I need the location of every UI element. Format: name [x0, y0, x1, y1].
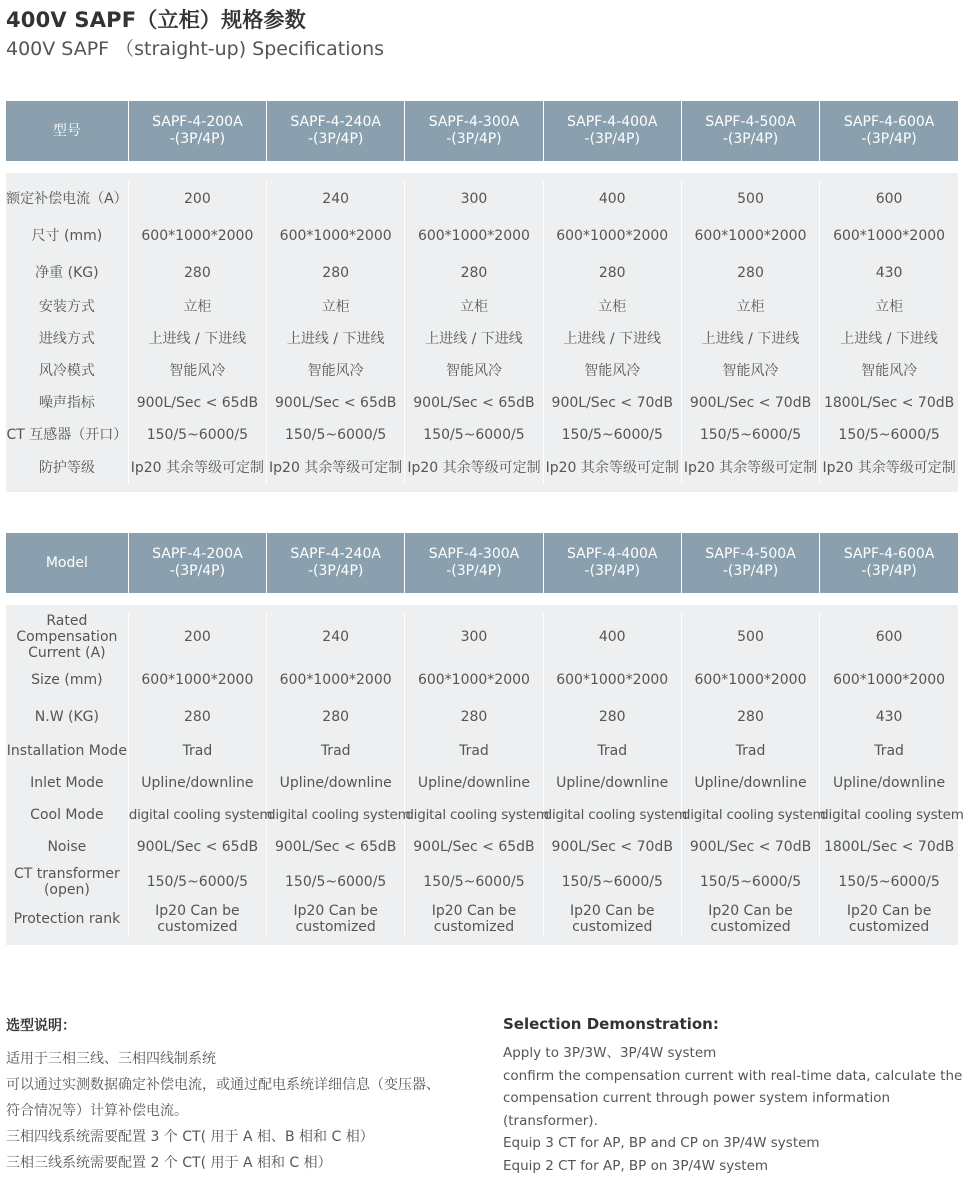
table-cell: 立柜	[681, 291, 819, 323]
table-cell: 400	[543, 181, 681, 217]
table-cell: 900L/Sec < 70dB	[543, 387, 681, 419]
selection-line: 可以通过实测数据确定补偿电流，或通过配电系统详细信息（变压器、	[6, 1077, 440, 1093]
table-cell: Ip20 Can be customized	[820, 901, 958, 937]
table-cell: 900L/Sec < 65dB	[128, 387, 266, 419]
table-cell: 280	[405, 698, 543, 735]
table-cell: 280	[128, 254, 266, 291]
table-cell: 立柜	[128, 291, 266, 323]
table-cell: 900L/Sec < 65dB	[128, 831, 266, 863]
model-name: SAPF-4-500A	[705, 546, 796, 562]
table-cell: 智能风冷	[820, 355, 958, 387]
row-label: Installation Mode	[6, 743, 127, 759]
table-cell: 300	[405, 613, 543, 661]
row-label: 防护等级	[38, 459, 95, 476]
table-cell: 300	[405, 181, 543, 217]
table-cell: 280	[543, 698, 681, 735]
table-cell: 200	[128, 613, 266, 661]
selection-line: Equip 2 CT for AP, BP on 3P/4W system	[503, 1157, 769, 1174]
table-body	[6, 593, 964, 945]
spec-table-cn	[6, 101, 958, 492]
table-cell: Trad	[267, 735, 405, 767]
table-cell: digital cooling system	[820, 799, 958, 831]
table-cell: Ip20 Can be customized	[681, 901, 819, 937]
table-header-row	[6, 101, 958, 161]
table-cell: 1800L/Sec < 70dB	[820, 387, 958, 419]
model-column-header	[267, 533, 405, 593]
table-cell: 240	[267, 181, 405, 217]
table-row	[6, 355, 958, 387]
selection-line: 三相三线系统需要配置 2 个 CT( 用于 A 相和 C 相）	[6, 1155, 332, 1171]
table-cell: 900L/Sec < 70dB	[543, 831, 681, 863]
row-label: 风冷模式	[38, 363, 95, 379]
model-column-header	[267, 101, 405, 161]
table-cell: 150/5~6000/5	[681, 863, 819, 901]
table-row	[6, 698, 958, 735]
table-cell: 500	[681, 613, 819, 661]
table-cell: 智能风冷	[267, 355, 405, 387]
table-cell: 240	[267, 613, 405, 661]
row-label: 噪声指标	[38, 395, 95, 411]
table-cell: 430	[820, 698, 958, 735]
table-header-row	[6, 533, 958, 593]
selection-line: confirm the compensation current with real-time data, calculate the	[503, 1067, 963, 1084]
model-suffix: -(3P/4P)	[722, 563, 779, 579]
table-cell: 上进线 / 下进线	[267, 323, 405, 355]
table-cell: 500	[681, 181, 819, 217]
table-cell: 280	[543, 254, 681, 291]
selection-heading-cn: 选型说明：	[6, 1018, 76, 1034]
model-name: SAPF-4-600A	[843, 114, 935, 130]
table-cell: 150/5~6000/5	[128, 419, 266, 451]
table-cell: 150/5~6000/5	[820, 863, 958, 901]
table-cell: Upline/downline	[267, 767, 405, 799]
table-cell: 280	[681, 698, 819, 735]
table-row	[6, 613, 958, 661]
model-name: SAPF-4-500A	[705, 114, 796, 130]
model-column-header	[128, 101, 266, 161]
table-row	[6, 291, 958, 323]
table-cell: digital cooling system	[405, 799, 543, 831]
table-cell: 立柜	[267, 291, 405, 323]
model-suffix: -(3P/4P)	[169, 563, 226, 579]
table-cell: Ip20 其余等级可定制	[128, 451, 266, 484]
table-cell: 430	[820, 254, 958, 291]
row-label: Size (mm)	[31, 671, 103, 688]
model-name: SAPF-4-400A	[566, 546, 658, 562]
model-suffix: -(3P/4P)	[446, 131, 502, 147]
model-name: SAPF-4-400A	[566, 114, 658, 130]
table-cell: 150/5~6000/5	[128, 863, 266, 901]
table-cell: 600	[820, 181, 958, 217]
row-label: 安装方式	[38, 299, 95, 315]
model-column-header	[820, 533, 958, 593]
spec-table-en	[6, 533, 964, 945]
table-row	[6, 323, 958, 355]
table-cell: Trad	[820, 735, 958, 767]
table-cell: 900L/Sec < 70dB	[681, 831, 819, 863]
table-row	[6, 799, 958, 831]
table-cell: 600*1000*2000	[267, 661, 405, 698]
model-name: SAPF-4-600A	[843, 546, 935, 562]
model-header: 型号	[6, 101, 128, 161]
selection-notes-en	[503, 1015, 973, 1177]
model-name: SAPF-4-300A	[428, 114, 520, 130]
table-cell: 150/5~6000/5	[405, 419, 543, 451]
table-cell: 600*1000*2000	[820, 661, 958, 698]
table-cell: Upline/downline	[405, 767, 543, 799]
table-cell: 上进线 / 下进线	[681, 323, 819, 355]
model-column-header	[405, 101, 543, 161]
table-cell: 智能风冷	[405, 355, 543, 387]
table-row	[6, 831, 958, 863]
table-cell: 150/5~6000/5	[267, 863, 405, 901]
table-row	[6, 661, 958, 698]
table-row	[6, 254, 958, 291]
model-name: SAPF-4-200A	[152, 114, 243, 130]
table-cell: Trad	[405, 735, 543, 767]
model-suffix: -(3P/4P)	[307, 131, 364, 147]
table-cell: 150/5~6000/5	[681, 419, 819, 451]
table-cell: 上进线 / 下进线	[543, 323, 681, 355]
model-column-header	[681, 533, 819, 593]
row-label: Noise	[47, 839, 87, 855]
table-cell: 200	[128, 181, 266, 217]
table-cell: 600*1000*2000	[405, 217, 543, 254]
selection-heading-en: Selection Demonstration:	[503, 1015, 719, 1033]
table-row	[6, 767, 958, 799]
table-cell: digital cooling system	[543, 799, 681, 831]
table-row	[6, 217, 958, 254]
table-cell: Ip20 Can be customized	[267, 901, 405, 937]
table-cell: 600	[820, 613, 958, 661]
model-suffix: -(3P/4P)	[722, 131, 779, 147]
table-cell: Trad	[543, 735, 681, 767]
table-cell: 900L/Sec < 65dB	[267, 831, 405, 863]
table-cell: digital cooling system	[128, 799, 266, 831]
row-label: CT transformer (open)	[13, 866, 120, 898]
table-cell: 400	[543, 613, 681, 661]
table-cell: Ip20 其余等级可定制	[405, 451, 543, 484]
table-cell: 280	[267, 698, 405, 735]
row-label: CT 互感器（开口）	[6, 427, 128, 443]
model-suffix: -(3P/4P)	[584, 563, 640, 579]
table-cell: 智能风冷	[681, 355, 819, 387]
table-cell: Ip20 其余等级可定制	[820, 451, 958, 484]
table-row	[6, 387, 958, 419]
table-cell: Upline/downline	[681, 767, 819, 799]
model-suffix: -(3P/4P)	[307, 563, 364, 579]
table-cell: Ip20 Can be customized	[543, 901, 681, 937]
table-row	[6, 451, 958, 484]
table-body	[6, 161, 958, 492]
table-cell: 600*1000*2000	[681, 661, 819, 698]
table-cell: Trad	[681, 735, 819, 767]
model-column-header	[405, 533, 543, 593]
table-cell: 600*1000*2000	[405, 661, 543, 698]
model-suffix: -(3P/4P)	[861, 563, 917, 579]
page-title-cn: 400V SAPF（立柜）规格参数	[6, 8, 306, 32]
selection-line: Equip 3 CT for AP, BP and CP on 3P/4W system	[503, 1135, 820, 1151]
model-column-header	[820, 101, 958, 161]
model-name: SAPF-4-200A	[152, 546, 243, 562]
table-cell: 280	[128, 698, 266, 735]
table-cell: 上进线 / 下进线	[820, 323, 958, 355]
model-suffix: -(3P/4P)	[584, 131, 640, 147]
model-header: Model	[6, 533, 128, 593]
model-suffix: -(3P/4P)	[861, 131, 917, 147]
model-suffix: -(3P/4P)	[169, 131, 226, 147]
table-cell: Upline/downline	[820, 767, 958, 799]
table-cell: 900L/Sec < 65dB	[405, 831, 543, 863]
table-cell: 150/5~6000/5	[543, 419, 681, 451]
table-row	[6, 901, 958, 937]
table-cell: Upline/downline	[543, 767, 681, 799]
table-cell: 600*1000*2000	[820, 217, 958, 254]
table-cell: 600*1000*2000	[681, 217, 819, 254]
table-cell: 280	[267, 254, 405, 291]
row-label: 进线方式	[38, 331, 95, 347]
table-row	[6, 863, 958, 901]
table-cell: 600*1000*2000	[267, 217, 405, 254]
table-cell: 600*1000*2000	[543, 217, 681, 254]
table-cell: 600*1000*2000	[128, 217, 266, 254]
row-label: Cool Mode	[30, 807, 104, 823]
selection-notes-cn	[6, 1015, 476, 1176]
selection-line: 符合情况等）计算补偿电流。	[6, 1103, 188, 1119]
table-cell: 立柜	[543, 291, 681, 323]
table-cell: 900L/Sec < 70dB	[681, 387, 819, 419]
row-label: 尺寸 (mm)	[31, 227, 103, 244]
table-cell: digital cooling system	[267, 799, 405, 831]
table-cell: 280	[681, 254, 819, 291]
table-row	[6, 419, 958, 451]
row-label: Inlet Mode	[30, 775, 104, 791]
table-cell: 150/5~6000/5	[820, 419, 958, 451]
table-cell: Trad	[128, 735, 266, 767]
table-cell: digital cooling system	[681, 799, 819, 831]
table-cell: Ip20 其余等级可定制	[267, 451, 405, 484]
selection-line: 适用于三相三线、三相四线制系统	[6, 1051, 216, 1067]
row-label: 净重 (KG)	[35, 264, 99, 281]
table-cell: 智能风冷	[543, 355, 681, 387]
page-title-en: 400V SAPF （straight-up) Specifications	[6, 38, 385, 60]
model-column-header	[543, 101, 681, 161]
table-cell: 150/5~6000/5	[543, 863, 681, 901]
selection-line: Apply to 3P/3W、3P/4W system	[503, 1045, 717, 1061]
selection-line: 三相四线系统需要配置 3 个 CT( 用于 A 相、B 相和 C 相）	[6, 1129, 374, 1145]
table-cell: Ip20 Can be customized	[128, 901, 266, 937]
table-cell: 智能风冷	[128, 355, 266, 387]
table-cell: 立柜	[405, 291, 543, 323]
model-name: SAPF-4-240A	[290, 546, 381, 562]
model-column-header	[681, 101, 819, 161]
row-label: Protection rank	[13, 911, 121, 927]
model-name: SAPF-4-300A	[428, 546, 520, 562]
table-cell: 900L/Sec < 65dB	[267, 387, 405, 419]
row-label: 额定补偿电流（A）	[6, 191, 128, 207]
table-row	[6, 735, 958, 767]
model-column-header	[128, 533, 266, 593]
model-suffix: -(3P/4P)	[446, 563, 502, 579]
table-cell: 150/5~6000/5	[267, 419, 405, 451]
table-cell: 900L/Sec < 65dB	[405, 387, 543, 419]
table-cell: 280	[405, 254, 543, 291]
table-cell: Ip20 其余等级可定制	[681, 451, 819, 484]
table-cell: 600*1000*2000	[128, 661, 266, 698]
table-cell: Ip20 其余等级可定制	[543, 451, 681, 484]
table-cell: 立柜	[820, 291, 958, 323]
row-label: Rated Compensation Current (A)	[16, 613, 118, 661]
table-cell: 上进线 / 下进线	[405, 323, 543, 355]
table-cell: Upline/downline	[128, 767, 266, 799]
table-cell: 1800L/Sec < 70dB	[820, 831, 958, 863]
model-column-header	[543, 533, 681, 593]
table-row	[6, 181, 958, 217]
table-cell: 上进线 / 下进线	[128, 323, 266, 355]
selection-line: compensation current through power system information (transformer).	[503, 1090, 891, 1129]
table-cell: 150/5~6000/5	[405, 863, 543, 901]
table-cell: Ip20 Can be customized	[405, 901, 543, 937]
table-cell: 600*1000*2000	[543, 661, 681, 698]
model-name: SAPF-4-240A	[290, 114, 381, 130]
row-label: N.W (KG)	[34, 708, 99, 725]
